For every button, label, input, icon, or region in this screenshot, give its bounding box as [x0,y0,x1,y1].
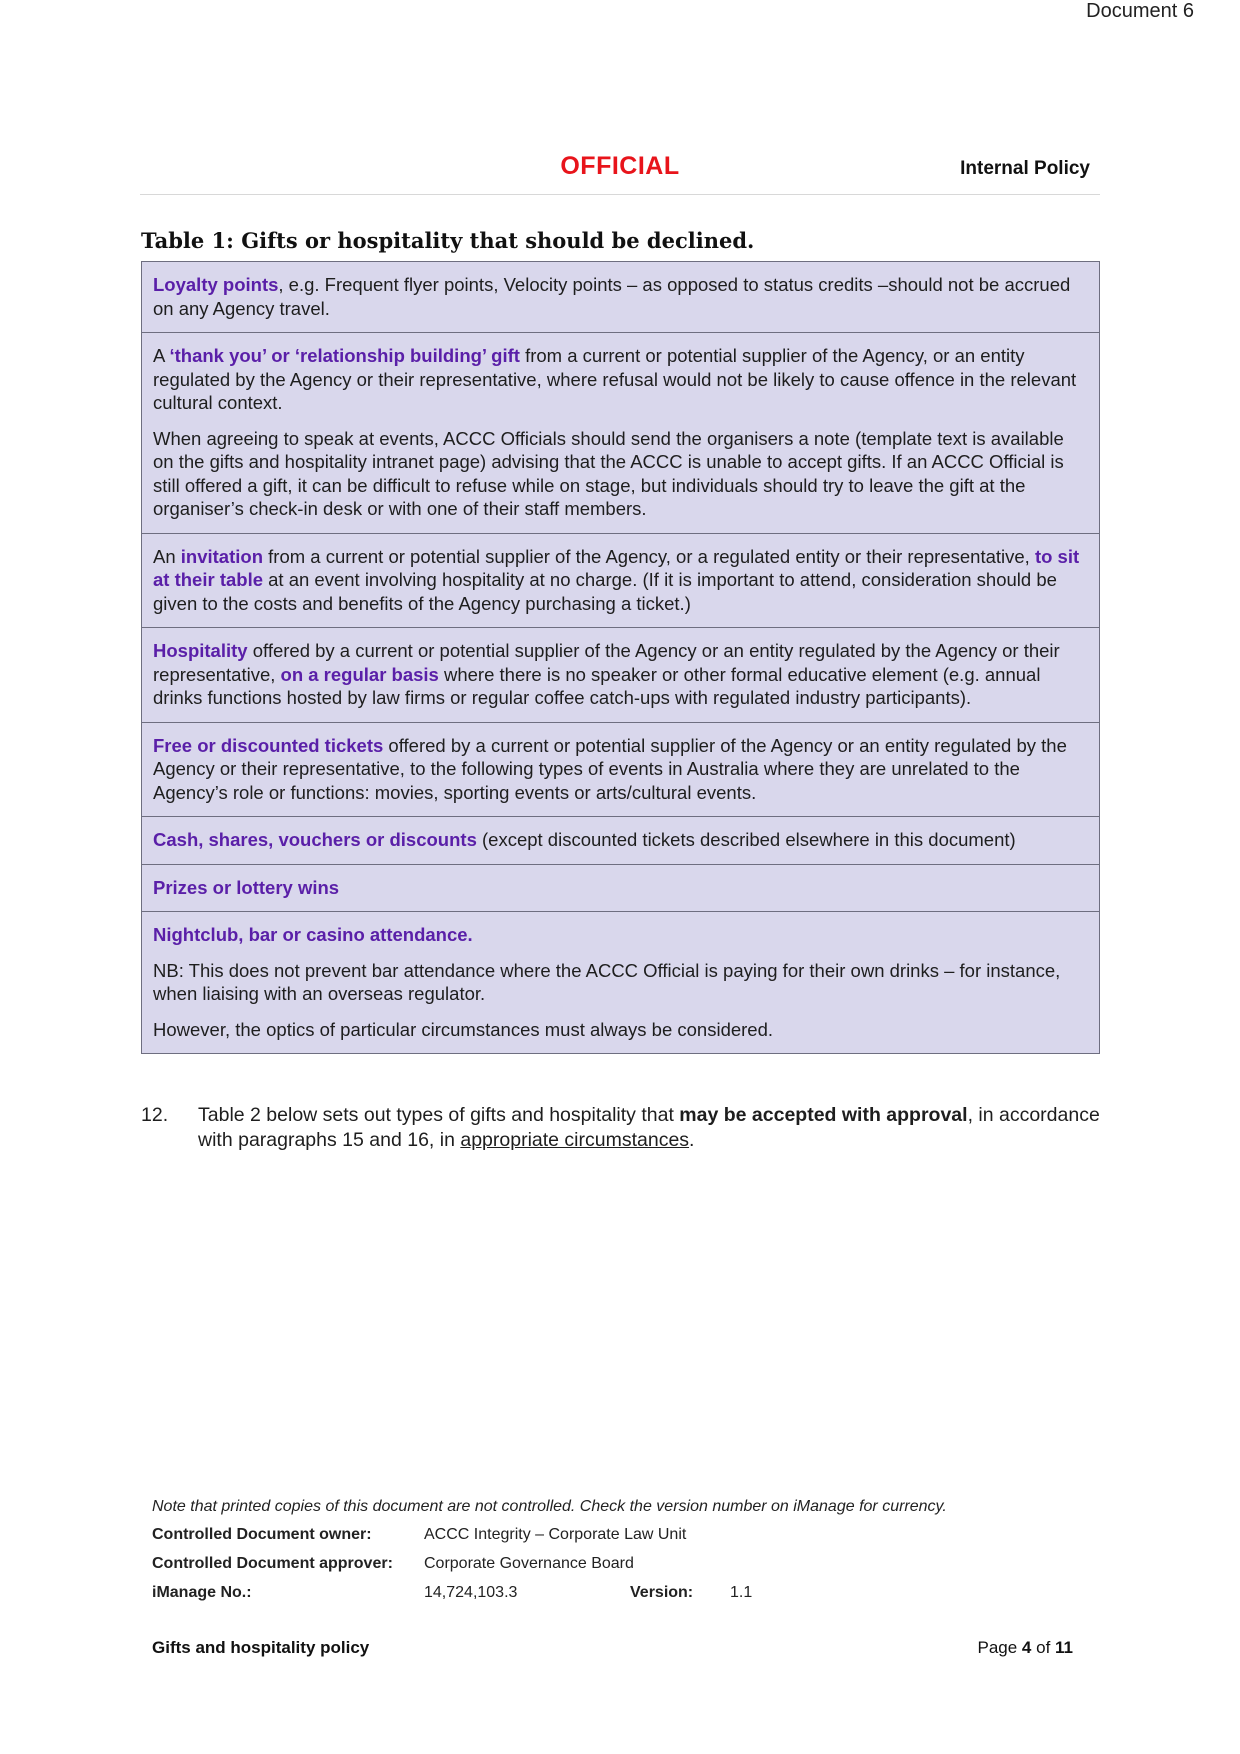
table-row [142,816,1099,864]
row-body-text: An [153,545,181,567]
approver-label: Controlled Document approver: [152,1555,393,1572]
highlight-text: on a regular basis [280,663,439,685]
row-body-text: from a current or potential supplier of the Agency, or a regulated entity or their representative, [263,545,1035,567]
row-body-text: , e.g. Frequent flyer points, Velocity points – as opposed to status credits –should not be accrued on any Agency travel. [153,274,1071,319]
imanage-label: iManage No.: [152,1584,252,1601]
paragraph-bold-text: may be accepted with approval [679,1104,968,1126]
row-text [153,923,1088,947]
table-row [142,722,1099,817]
page-number [977,1638,1073,1658]
row-text [153,876,1088,900]
classification-marking: OFFICIAL [560,152,680,180]
paragraph-12 [141,1103,1101,1153]
paragraph-text [198,1103,1101,1153]
highlight-text: ‘thank you’ or ‘relationship building’ gift [169,345,520,366]
version-value: 1.1 [730,1584,753,1601]
highlight-text: Loyalty points [153,274,279,295]
row-text [153,273,1088,320]
table-row [142,864,1099,912]
declined-gifts-table [141,261,1100,1054]
row-body-text: from a current or potential supplier of the Agency, or an entity regulated by the Agency or their representative, where refusal would not be likely to cause offence in the relevant cultural context. [153,345,1077,413]
row-extra-text: However, the optics of particular circumstances must always be considered. [153,1018,774,1040]
version-label: Version: [630,1584,694,1601]
footer-document-title: Gifts and hospitality policy [152,1638,370,1657]
paragraph-text-part: , in accordance with paragraphs 15 and 16, in [198,1104,1100,1151]
table-row [142,627,1099,722]
footer-note: Note that printed copies of this document are not controlled. Check the version number on iManage for currency. [152,1498,947,1515]
policy-type: Internal Policy [960,158,1090,179]
owner-label: Controlled Document owner: [152,1526,372,1543]
document-label: Document 6 [1086,0,1194,22]
table-row [142,911,1099,1053]
paragraph-text-part: Table 2 below sets out types of gifts and hospitality that [198,1104,680,1126]
highlight-text: to sit at their table [153,545,1080,590]
row-body-text: A [153,345,170,366]
highlight-text: Cash, shares, vouchers or discounts [153,829,477,850]
table-row [142,533,1099,628]
row-body-text: where there is no speaker or other formal educative element (e.g. annual drinks functions hosted by law firms or regular coffee catch-ups with regulated industry participants). [153,663,1041,708]
page-prefix: Page [977,1638,1022,1657]
highlight-text: Nightclub, bar or casino attendance. [153,924,473,945]
row-body-text: at an event involving hospitality at no charge. (If it is important to attend, consideration should be given to the costs and benefits of the Agency purchasing a ticket.) [153,569,1057,614]
table-title: Table 1: Gifts or hospitality that should be declined. [141,228,755,253]
page-header [140,150,1100,195]
highlight-text: invitation [180,545,264,567]
appropriate-circumstances-link[interactable]: appropriate circumstances [460,1129,690,1151]
table-row [142,332,1099,533]
table-row [142,262,1099,332]
row-text [153,639,1088,710]
paragraph-number: 12. [141,1104,169,1126]
highlight-text: Hospitality [153,640,248,661]
owner-value: ACCC Integrity – Corporate Law Unit [424,1526,687,1543]
row-text [153,344,1088,415]
approver-value: Corporate Governance Board [424,1555,634,1572]
imanage-value: 14,724,103.3 [424,1584,518,1601]
page-of: of [1031,1638,1056,1657]
highlight-text: Free or discounted tickets [153,734,384,756]
row-body-text: offered by a current or potential supplier of the Agency or an entity regulated by the Agency or their representative, [153,640,1060,685]
row-body-text: offered by a current or potential supplier of the Agency or an entity regulated by the Agency or their representative, to the following types of events in Australia where they are unrelated to the Agency’s role or functions: movies, sporting events or arts/cultural events. [153,734,1067,803]
row-extra-text: NB: This does not prevent bar attendance where the ACCC Official is paying for their own drinks – for instance, when liaising with an overseas regulator. [153,959,1061,1004]
row-text [153,545,1088,616]
page-current: 4 [1021,1638,1032,1657]
page-total: 11 [1055,1638,1073,1657]
highlight-text: Prizes or lottery wins [153,876,340,898]
row-extra-text: When agreeing to speak at events, ACCC Officials should send the organisers a note (template text is available on the gifts and hospitality intranet page) advising that the ACCC is unable to accept gifts. If an ACCC Official is still offered a gift, it can be difficult to refuse while on stage, but individuals should try to leave the gift at the organiser’s check-in desk or with one of their staff members. [153,427,1064,519]
row-body-text: (except discounted tickets described elsewhere in this document) [476,829,1016,850]
row-text [153,734,1088,805]
paragraph-text-part: . [689,1129,695,1151]
row-text [153,828,1088,852]
